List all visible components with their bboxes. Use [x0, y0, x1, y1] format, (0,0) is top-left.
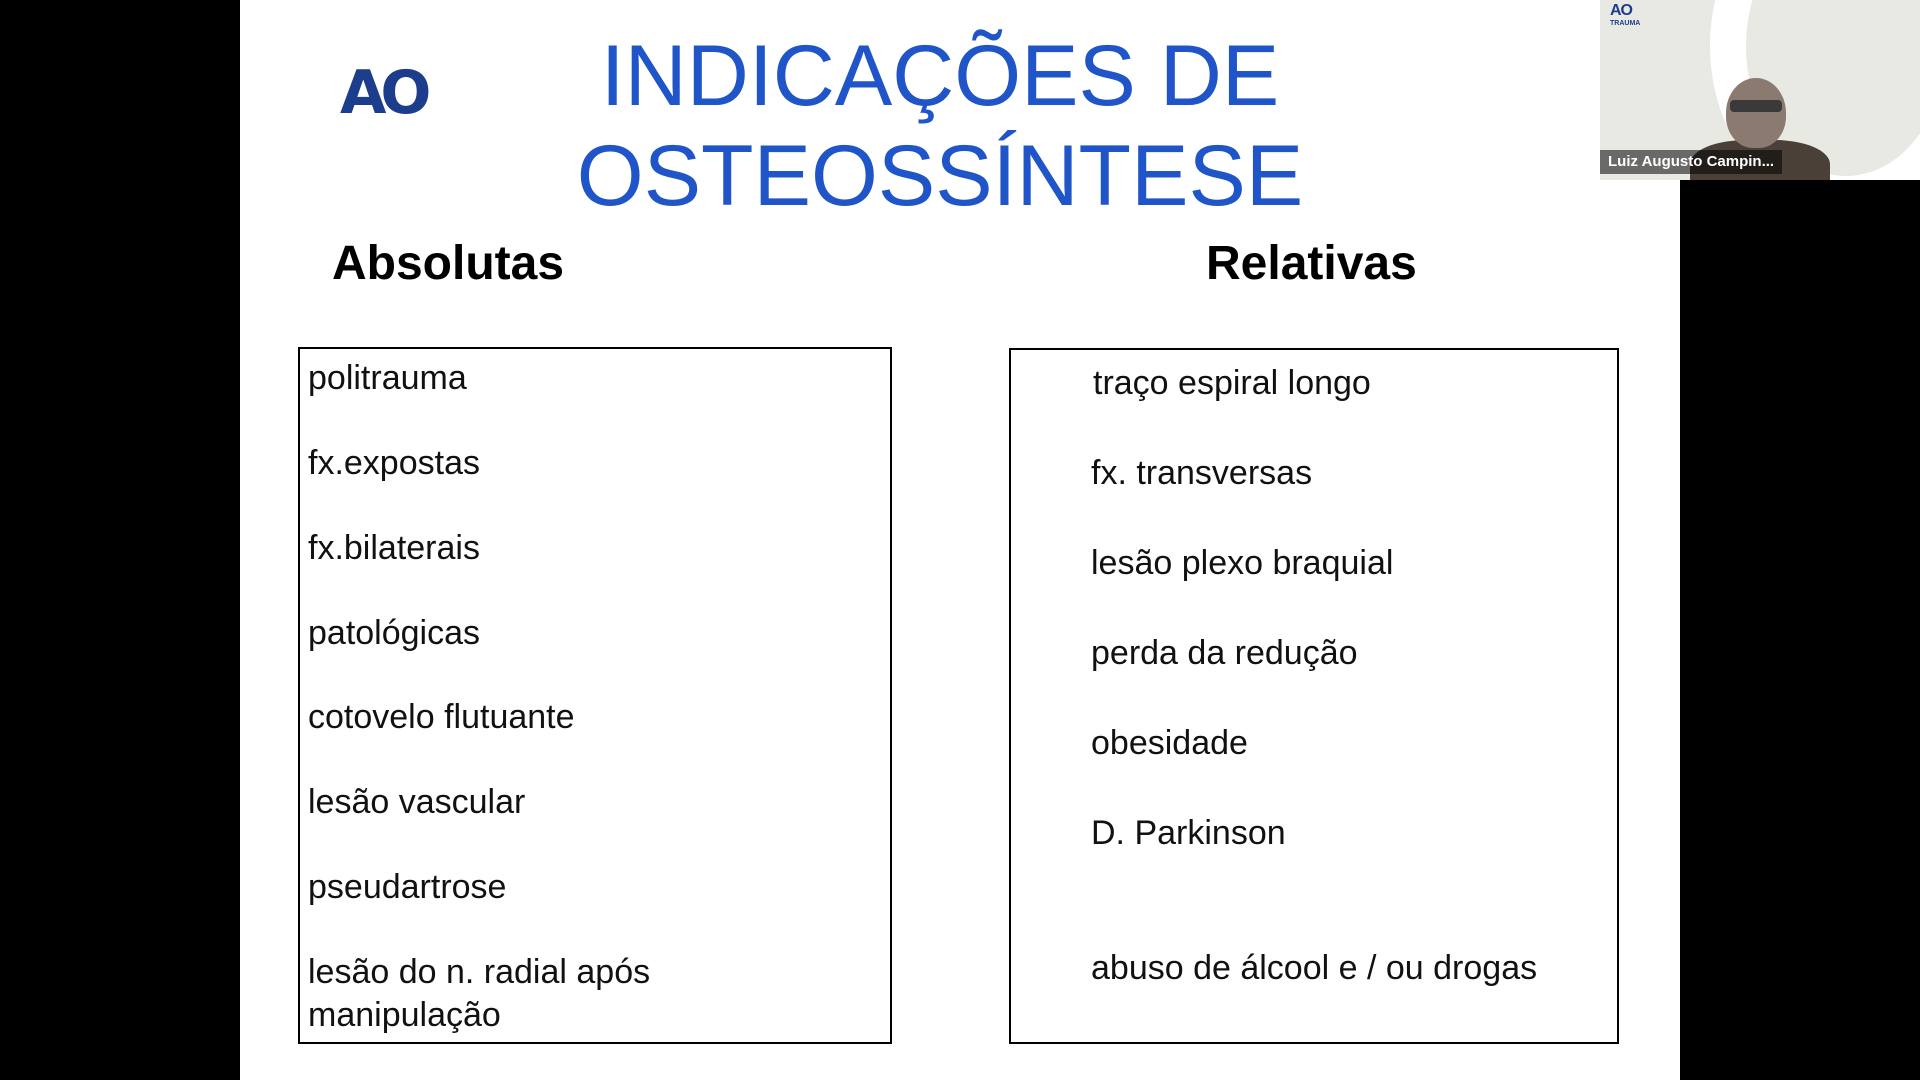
- list-item: fx.bilaterais: [308, 529, 480, 567]
- list-item: lesão do n. radial após: [308, 953, 651, 991]
- list-item: fx.expostas: [308, 444, 480, 482]
- slide-title-line-2: OSTEOSSÍNTESE: [576, 128, 1304, 224]
- mini-logo-text: AO: [1610, 2, 1632, 19]
- list-item: traço espiral longo: [1093, 364, 1371, 402]
- list-item: politrauma: [308, 359, 467, 397]
- ao-trauma-logo: [1610, 2, 1640, 28]
- list-item: lesão plexo braquial: [1091, 544, 1394, 582]
- list-item: patológicas: [308, 614, 481, 652]
- slide-title-line-1: INDICAÇÕES DE: [600, 28, 1280, 124]
- absolutas-box: [298, 347, 892, 1044]
- shared-slide: [240, 0, 1680, 1080]
- participant-video-tile[interactable]: [1600, 0, 1920, 180]
- ao-logo: AO: [340, 58, 426, 128]
- slide-title: [480, 26, 1400, 226]
- list-item: cotovelo flutuante: [308, 698, 575, 736]
- list-item: obesidade: [1091, 724, 1248, 762]
- participant-glasses: [1730, 100, 1782, 112]
- list-item: manipulação: [308, 996, 501, 1034]
- list-item: abuso de álcool e / ou drogas: [1091, 949, 1538, 987]
- list-item: pseudartrose: [308, 868, 507, 906]
- heading-relativas: Relativas: [1206, 237, 1417, 290]
- mini-logo-subtext: TRAUMA: [1610, 20, 1641, 27]
- list-item: lesão vascular: [308, 783, 526, 821]
- list-item: D. Parkinson: [1091, 814, 1286, 852]
- list-item: perda da redução: [1091, 634, 1358, 672]
- relativas-box: [1009, 348, 1619, 1044]
- participant-head: [1726, 78, 1786, 148]
- heading-absolutas: Absolutas: [332, 237, 565, 290]
- participant-name-tag: Luiz Augusto Campin...: [1600, 150, 1782, 174]
- list-item: fx. transversas: [1091, 454, 1313, 492]
